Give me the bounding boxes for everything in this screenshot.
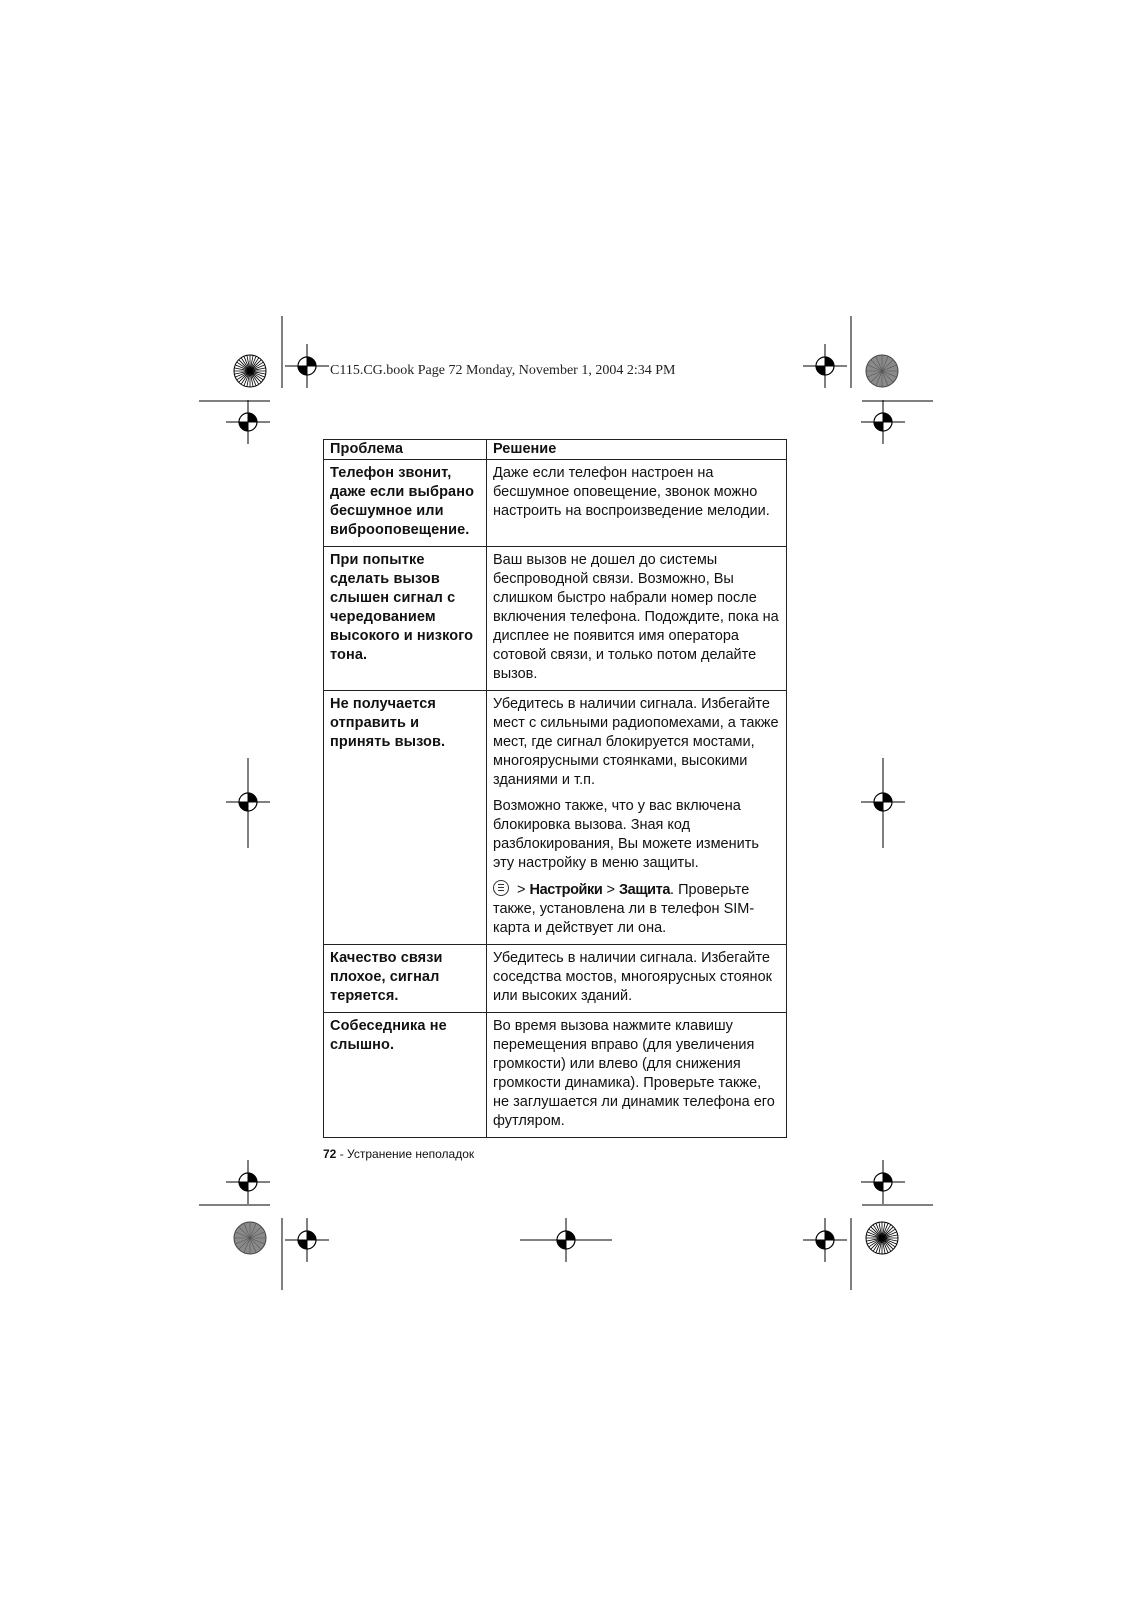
registration-mark-icon <box>803 344 847 388</box>
problem-text: При попытке сделать вызов слышен сигнал с чередованием высокого и низкого тона. <box>330 552 474 663</box>
registration-mark-icon <box>226 1160 270 1204</box>
solution-text: Убедитесь в наличии сигнала. Избегайте мест с сильными радиопомехами, а также мест, где сигнал блокируется мостами, многоярусными стоянками, высокими зданиями и т.п. <box>493 696 779 788</box>
color-bar-icon <box>866 355 898 387</box>
solution-text: Во время вызова нажмите клавишу перемещения вправо (для увеличения громкости) или влево (для снижения громкости динамика). Проверьте также, не заглушается ли динамик телефона его футляром. <box>493 1018 775 1129</box>
page-number: 72 <box>323 1147 337 1161</box>
print-slug: C115.CG.book Page 72 Monday, November 1, 2004 2:34 PM <box>330 363 676 378</box>
registration-mark-icon <box>226 400 270 444</box>
troubleshooting-table <box>323 439 787 1138</box>
menu-path-text <box>493 880 780 938</box>
solution-text: Ваш вызов не дошел до системы беспроводной связи. Возможно, Вы слишком быстро набрали номер после включения телефона. Подождите, пока на дисплее не появится имя оператора сотовой связи, и только потом делайте вызов. <box>493 552 779 682</box>
problem-text: Телефон звонит, даже если выбрано бесшумное или виброоповещение. <box>330 465 475 538</box>
registration-mark-icon <box>861 400 905 444</box>
registration-mark-icon <box>803 1218 847 1262</box>
registration-mark-icon <box>285 1218 329 1262</box>
registration-mark-icon <box>285 344 329 388</box>
problem-text: Качество связи плохое, сигнал теряется. <box>330 950 443 1004</box>
menu-path-rest: . Проверьте также, установлена ли в телефон SIM-карта и действует ли она. <box>493 882 755 936</box>
footer-separator: - <box>336 1147 348 1161</box>
solution-text: Возможно также, что у вас включена блокировка вызова. Зная код разблокирования, Вы можете изменить эту настройку в меню защиты. <box>493 798 759 871</box>
color-bar-icon <box>866 1222 898 1254</box>
problem-text: Собеседника не слышно. <box>330 1018 447 1053</box>
menu-separator: > <box>606 882 615 898</box>
header-problem: Проблема <box>324 440 487 460</box>
table-row <box>324 460 787 547</box>
menu-separator: > <box>517 882 526 898</box>
menu-key-icon <box>493 880 509 896</box>
registration-mark-icon <box>861 1160 905 1204</box>
menu-item-settings: Настройки <box>529 882 603 898</box>
table-row <box>324 945 787 1013</box>
section-title: Устранение неполадок <box>347 1147 475 1161</box>
color-bar-icon <box>234 1222 266 1254</box>
solution-text: Убедитесь в наличии сигнала. Избегайте соседства мостов, многоярусных стоянок или высоких зданий. <box>493 950 772 1004</box>
page-footer <box>323 1147 474 1161</box>
solution-text: Даже если телефон настроен на бесшумное оповещение, звонок можно настроить на воспроизведение мелодии. <box>493 465 770 519</box>
header-solution: Решение <box>487 440 787 460</box>
table-row <box>324 547 787 691</box>
color-bar-icon <box>234 355 266 387</box>
table-header-row <box>324 440 787 460</box>
table-row <box>324 691 787 945</box>
menu-item-security: Защита <box>618 882 671 898</box>
problem-text: Не получается отправить и принять вызов. <box>330 696 446 750</box>
table-row <box>324 1013 787 1138</box>
